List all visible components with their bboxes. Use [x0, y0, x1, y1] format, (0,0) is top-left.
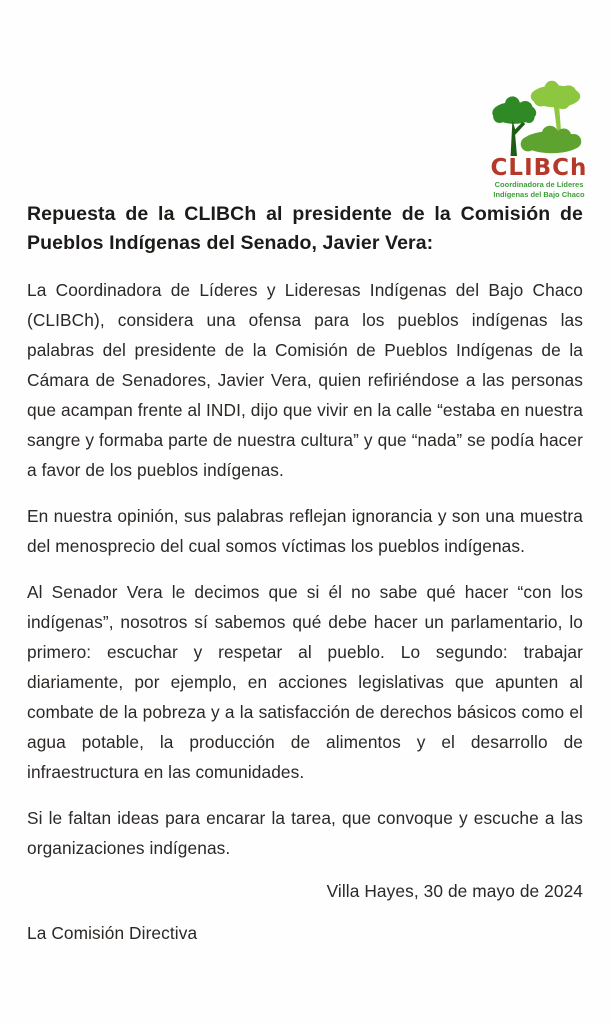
paragraph-4: Si le faltan ideas para encarar la tarea, que convoque y escuche a las organizaciones indígenas. [27, 808, 583, 858]
paragraph-1: La Coordinadora de Líderes y Lideresas Indígenas del Bajo Chaco (CLIBCh), considera una ofensa para los pueblos indígenas las palabras del presidente de la Comisión de Pueblos Indígenas de la Cámara de Senadores, Javier Vera, quien refiriéndose a las personas que acampan frente al INDI, dijo que vivir en la calle “estaba en nuestra sangre y formaba parte de nuestra cultura” y que “nada” se podía hacer a favor de los pueblos indígenas. [27, 280, 583, 480]
letter-title: Repuesta de la CLIBCh al presidente de la Comisión de Pueblos Indígenas del Senado, Javier Vera: [27, 203, 583, 254]
logo-subtitle-line2: Indígenas del Bajo Chaco [493, 189, 585, 199]
letterhead [476, 78, 602, 199]
dateline: Villa Hayes, 30 de mayo de 2024 [326, 881, 583, 901]
logo-subtitle-line1: Coordinadora de Líderes [494, 180, 584, 189]
letter-body [27, 200, 583, 948]
paragraph-3: Al Senador Vera le decimos que si él no sabe qué hacer “con los indígenas”, nosotros sí sabemos qué debe hacer un parlamentario, lo primero: escuchar y respetar al pueblo. Lo segundo: trabajar diariamente, por ejemplo, en acciones legislativas que apunten al combate de la pobreza y a la satisfacción de derechos básicos como el agua potable, la producción de alimentos y el desarrollo de infraestructura en las comunidades. [27, 582, 583, 782]
signature: La Comisión Directiva [27, 923, 198, 943]
paragraph-2: En nuestra opinión, sus palabras reflejan ignorancia y son una muestra del menosprecio del cual somos víctimas los pueblos indígenas. [27, 506, 583, 556]
logo-acronym: CLIBCh [490, 155, 588, 181]
trees-icon [484, 78, 594, 156]
